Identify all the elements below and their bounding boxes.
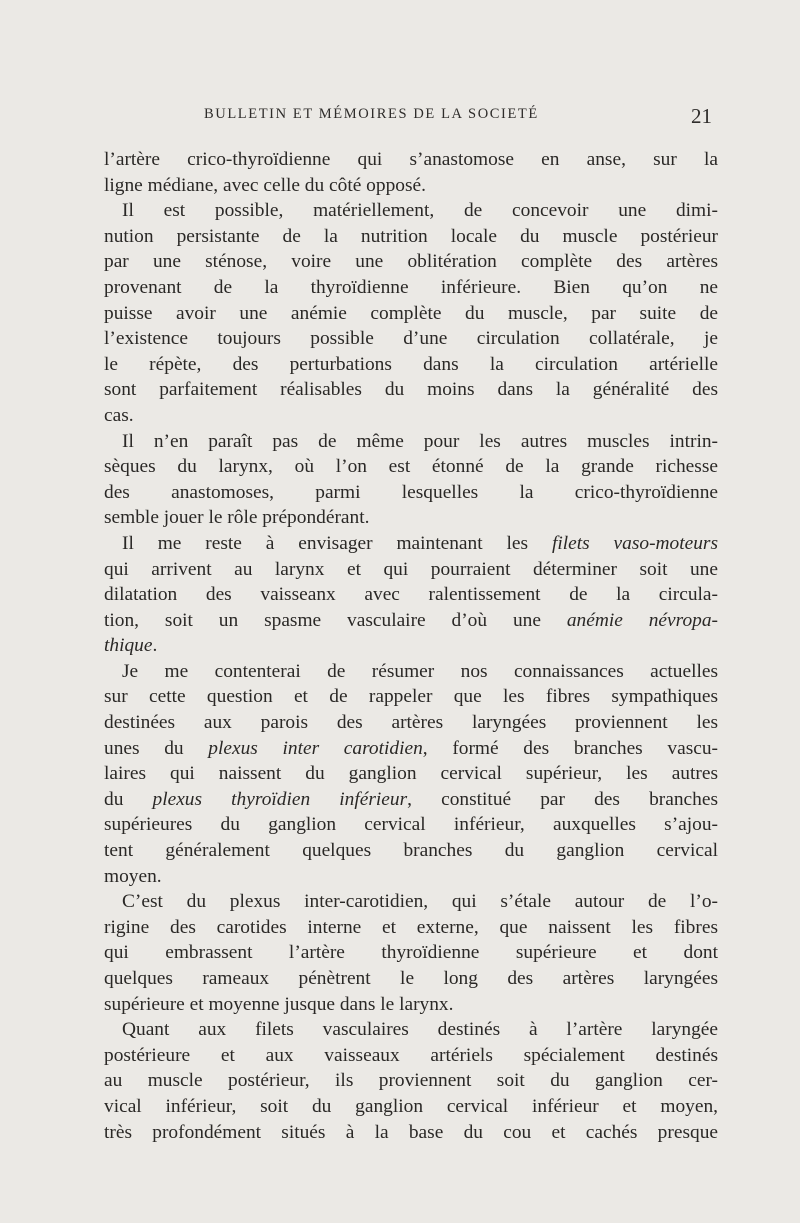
text-line: rigine des carotides interne et externe, que naissent les fibres xyxy=(104,916,718,938)
text-run: du xyxy=(104,788,153,810)
text-line: Il est possible, matériellement, de concevoir une dimi- xyxy=(122,200,718,222)
text-line: le répète, des perturbations dans la circulation artérielle xyxy=(104,353,718,375)
text-line: l’existence toujours possible d’une circulation collatérale, je xyxy=(104,328,718,350)
text-line: des anastomoses, parmi lesquelles la crico-thyroïdienne xyxy=(104,481,718,503)
text-line: Il n’en paraît pas de même pour les autres muscles intrin- xyxy=(122,430,718,452)
text-line: puisse avoir une anémie complète du muscle, par suite de xyxy=(104,302,718,324)
text-line: au muscle postérieur, ils proviennent soit du ganglion cer- xyxy=(104,1070,718,1092)
text-line: supérieure et moyenne jusque dans le larynx. xyxy=(104,993,454,1015)
text-run: Il me reste à envisager maintenant les xyxy=(122,532,552,554)
text-line xyxy=(104,633,718,659)
text-run: , formé des branches vascu- xyxy=(422,737,719,759)
italic-term: thique xyxy=(104,635,153,657)
text-line: ligne médiane, avec celle du côté opposé. xyxy=(104,174,426,196)
page-number: 21 xyxy=(691,104,712,128)
text-line: cas. xyxy=(104,404,134,426)
text-line: laires qui naissent du ganglion cervical supérieur, les autres xyxy=(104,763,718,785)
italic-term: plexus thyroïdien inférieur xyxy=(152,788,408,810)
text-line: moyen. xyxy=(104,865,162,887)
italic-term: plexus inter carotidien xyxy=(208,737,423,759)
text-line: C’est du plexus inter-carotidien, qui s’étale autour de l’o- xyxy=(122,891,718,913)
text-line: par une sténose, voire une oblitération complète des artères xyxy=(104,251,718,273)
text-line: sur cette question et de rappeler que les fibres sympathiques xyxy=(104,686,718,708)
text-line: très profondément situés à la base du cou et cachés presque xyxy=(104,1121,718,1143)
text-line: sont parfaitement réalisables du moins dans la généralité des xyxy=(104,379,718,401)
text-line: Quant aux filets vasculaires destinés à l’artère laryngée xyxy=(122,1019,718,1041)
text-line: supérieures du ganglion cervical inférieur, auxquelles s’ajou- xyxy=(104,814,718,836)
italic-term: anémie névropa- xyxy=(566,609,719,631)
text-line: qui arrivent au larynx et qui pourraient déterminer soit une xyxy=(104,558,718,580)
text-line: Je me contenterai de résumer nos connaissances actuelles xyxy=(122,660,718,682)
text-line: l’artère crico-thyroïdienne qui s’anastomose en anse, sur la xyxy=(104,149,718,170)
text-line: sèques du larynx, où l’on est étonné de la grande richesse xyxy=(104,456,718,478)
page-header xyxy=(104,104,712,130)
italic-term: filets vaso-moteurs xyxy=(551,532,719,554)
text-line: dilatation des vaisseanx avec ralentissement de la circula- xyxy=(104,584,718,606)
text-line xyxy=(104,736,718,762)
text-run: . xyxy=(152,635,158,657)
running-title: BULLETIN ET MÉMOIRES DE LA SOCIETÉ xyxy=(204,106,539,122)
text-line: vical inférieur, soit du ganglion cervical inférieur et moyen, xyxy=(104,1095,718,1117)
text-run: , constitué par des branches xyxy=(407,788,718,810)
text-line: destinées aux parois des artères laryngées proviennent les xyxy=(104,712,718,734)
text-line: postérieure et aux vaisseaux artériels spécialement destinés xyxy=(104,1044,718,1066)
text-line: nution persistante de la nutrition locale du muscle postérieur xyxy=(104,225,718,247)
text-line: quelques rameaux pénètrent le long des artères laryngées xyxy=(104,968,718,989)
text-run: tion, soit un spasme vasculaire d’où une xyxy=(104,609,567,631)
text-line xyxy=(104,608,718,634)
text-line xyxy=(104,531,718,557)
text-line xyxy=(104,787,718,813)
text-line: semble jouer le rôle prépondérant. xyxy=(104,507,370,529)
text-line: provenant de la thyroïdienne inférieure. Bien qu’on ne xyxy=(104,276,718,298)
text-run: unes du xyxy=(104,737,209,759)
body-text xyxy=(104,147,718,1145)
text-line: qui embrassent l’artère thyroïdienne supérieure et dont xyxy=(104,942,718,964)
text-line: tent généralement quelques branches du ganglion cervical xyxy=(104,840,718,862)
